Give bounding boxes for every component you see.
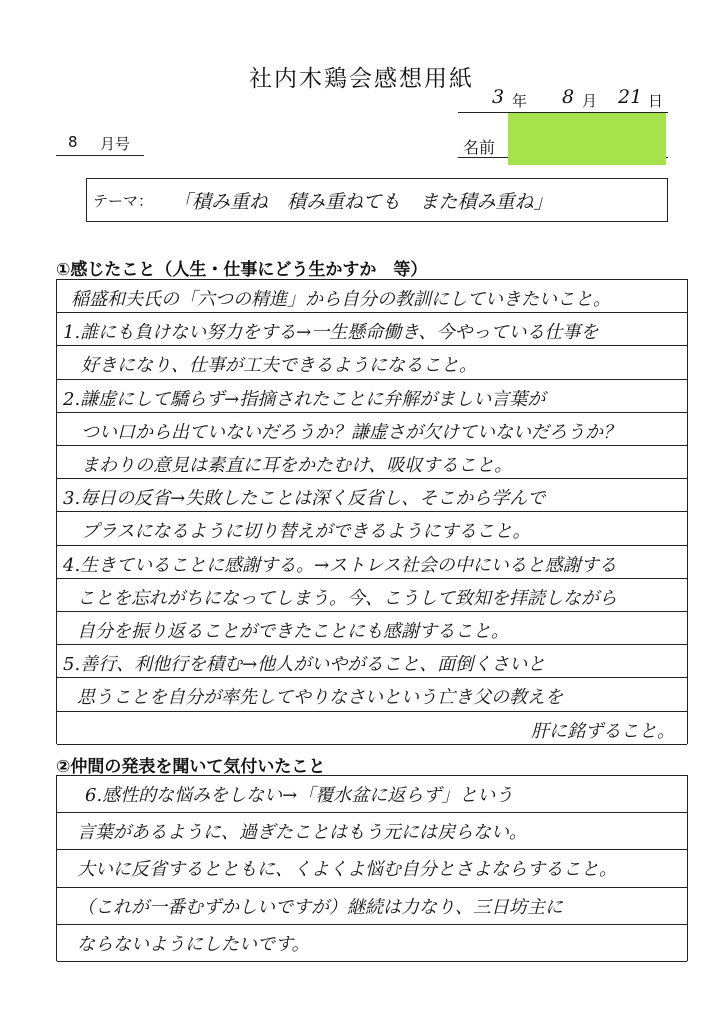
ruled-line	[57, 445, 687, 446]
ruled-line	[57, 312, 687, 313]
handwritten-line: 稲盛和夫氏の「六つの精進」から自分の教訓にしていきたいこと。	[71, 289, 611, 310]
ruled-line	[57, 849, 687, 850]
ruled-line	[57, 644, 687, 645]
issue-field	[56, 133, 144, 156]
ruled-line	[57, 611, 687, 612]
issue-unit: 月号	[100, 135, 131, 153]
handwritten-line: 3.毎日の反省→失敗したことは深く反省し、そこから学んで	[63, 488, 546, 510]
ruled-line	[57, 744, 687, 745]
ruled-line	[57, 677, 687, 678]
ruled-line	[57, 812, 687, 813]
section1-lines	[56, 279, 688, 744]
theme-label: テーマ：	[93, 192, 154, 210]
name-label: 名前	[463, 138, 496, 157]
date-day: 21	[618, 86, 643, 108]
handwritten-line: 思うことを自分が率先してやりなさいという亡き父の教えを	[77, 687, 563, 709]
ruled-line	[57, 345, 687, 346]
handwritten-line: 好きになり、仕事が工夫できるようになること。	[81, 355, 477, 377]
handwritten-line: 言葉があるように、過ぎたことはもう元には戻らない。	[77, 822, 527, 844]
handwritten-line: ならないようにしたいです。	[77, 933, 310, 955]
handwritten-line: 大いに反省するとともに、くよくよ悩む自分とさよならすること。	[77, 859, 617, 881]
date-day-unit: 日	[648, 92, 664, 110]
handwritten-line: ことを忘れがちになってしまう。今、こうして致知を拝読しながら	[77, 587, 617, 609]
handwritten-line: まわりの意見は素直に耳をかたむけ、吸収すること。	[81, 455, 513, 476]
handwritten-line: つい口から出ていないだろうか？謙虚さが欠けていないだろうか？	[81, 421, 621, 443]
date-field	[458, 88, 668, 113]
ruled-line	[57, 775, 687, 776]
ruled-line	[57, 961, 687, 962]
date-year: 3	[492, 86, 505, 108]
handwritten-line: 4.生きていることに感謝する。→ストレス社会の中にいると感謝する	[63, 554, 617, 576]
redaction-block	[508, 113, 666, 165]
ruled-line	[57, 711, 687, 712]
ruled-line	[57, 478, 687, 479]
ruled-line	[57, 279, 687, 280]
form-title: 社内木鶏会感想用紙	[249, 66, 474, 92]
issue-number: 8	[68, 133, 78, 151]
date-month: 8	[562, 86, 575, 108]
ruled-line	[57, 412, 687, 413]
handwritten-line: 2.謙虚にして驕らず→指摘されたことに弁解がましい言葉が	[63, 388, 546, 410]
theme-value: 「積み重ね 積み重ねても また積み重ね」	[173, 191, 553, 213]
section2-lines	[56, 775, 688, 961]
ruled-line	[57, 887, 687, 888]
theme-box	[86, 178, 668, 222]
date-year-unit: 年	[512, 92, 528, 110]
handwritten-line: プラスになるように切り替えができるようにすること。	[81, 521, 531, 543]
handwritten-line: （これが一番むずかしいですが）継続は力なり、三日坊主に	[77, 896, 563, 918]
section2-heading: ②仲間の発表を聞いて気付いたこと	[56, 757, 326, 777]
ruled-line	[57, 545, 687, 546]
ruled-line	[57, 924, 687, 925]
handwritten-line: 5.善行、利他行を積む→他人がいやがること、面倒くさいと	[63, 654, 546, 676]
ruled-line	[57, 379, 687, 380]
date-month-unit: 月	[582, 92, 598, 110]
ruled-line	[57, 511, 687, 512]
handwritten-line: 6.感性的な悩みをしない→「覆水盆に返らず」という	[85, 785, 514, 806]
ruled-line	[57, 578, 687, 579]
handwritten-line: 自分を振り返ることができたことにも感謝すること。	[77, 621, 509, 642]
handwritten-line: 肝に銘ずること。	[531, 720, 675, 742]
section1-heading: ①感じたこと（人生・仕事にどう生かすか 等）	[56, 260, 428, 280]
handwritten-line: 1.誰にも負けない努力をする→一生懸命働き、今やっている仕事を	[63, 322, 599, 344]
